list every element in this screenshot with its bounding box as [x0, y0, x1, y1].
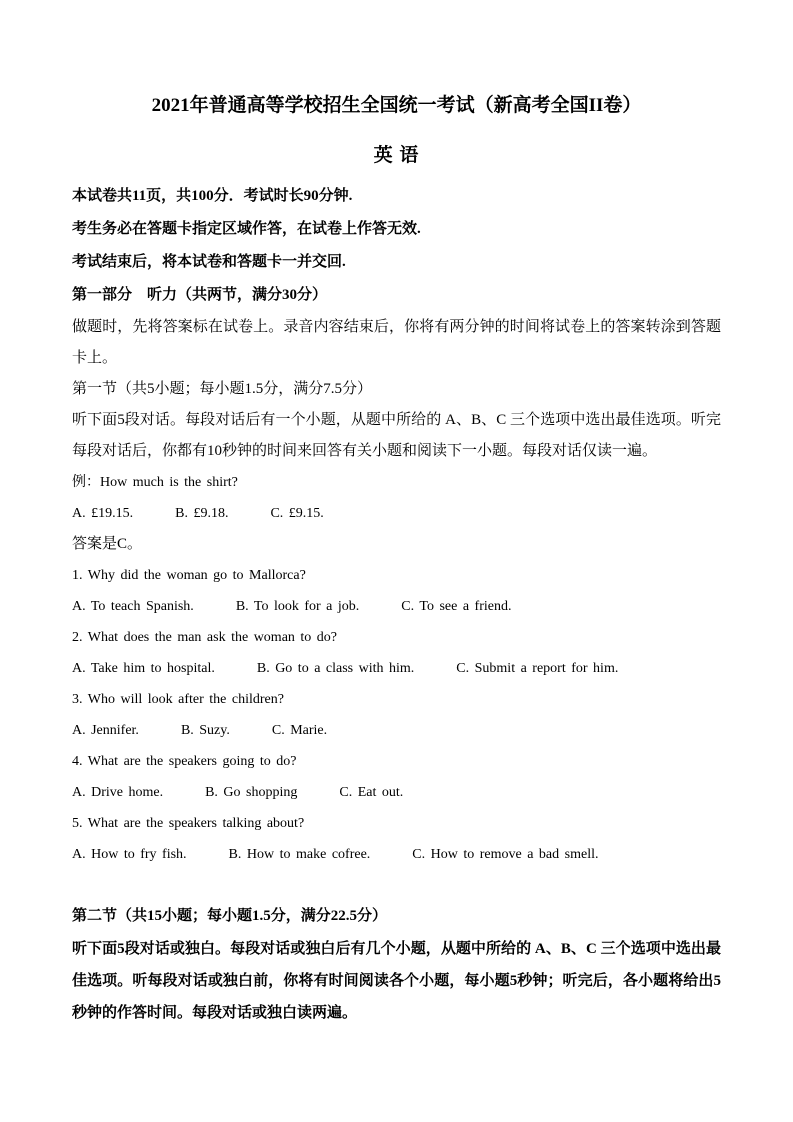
subject-title: 英 语 [373, 145, 420, 166]
question-block-2 [72, 622, 721, 684]
question-block-3 [72, 684, 721, 746]
option-c: C. To see a friend. [401, 599, 512, 614]
section2-instructions: 听下面5段对话或独白。每段对话或独白后有几个小题，从题中所给的 A、B、C 三个选项中选出最佳选项。听每段对话或独白前，你将有时间阅读各个小题，每小题5秒钟；听完后，各小题将给出5秒钟的作答时间。每段对话或独白读两遍。 [72, 941, 721, 1021]
question-text: 1. Why did the woman go to Mallorca? [72, 568, 306, 583]
option-c: C. Eat out. [339, 785, 404, 800]
question-options [72, 715, 721, 746]
part1-heading: 第一部分 听力（共两节，满分30分） [72, 287, 328, 303]
example-question: 例：How much is the shirt? [72, 475, 238, 490]
option-b: B. Go to a class with him. [256, 661, 415, 676]
question-block-4 [72, 746, 721, 808]
question-options [72, 777, 721, 808]
question-text: 3. Who will look after the children? [72, 692, 284, 707]
question-block-5 [72, 808, 721, 870]
question-text: 2. What does the man ask the woman to do? [72, 630, 338, 645]
option-a: A. Drive home. [72, 785, 164, 800]
section2-heading: 第二节（共15小题；每小题1.5分，满分22.5分） [72, 908, 388, 924]
question-text: 4. What are the speakers going to do? [72, 754, 297, 769]
option-a: A. Take him to hospital. [72, 661, 215, 676]
section1-instructions: 听下面5段对话。每段对话后有一个小题，从题中所给的 A、B、C 三个选项中选出最佳选项。听完每段对话后，你都有10秒钟的时间来回答有关小题和阅读下一小题。每段对话仅读一遍。 [72, 412, 721, 459]
notice-line-2: 考生务必在答题卡指定区域作答，在试卷上作答无效. [72, 221, 421, 237]
option-c: C. Marie. [271, 723, 328, 738]
option-b: B. Suzy. [180, 723, 230, 738]
option-c: C. Submit a report for him. [456, 661, 619, 676]
example-option-a: A. £19.15. [72, 506, 134, 521]
option-a: A. To teach Spanish. [72, 599, 194, 614]
option-c: C. How to remove a bad smell. [412, 847, 599, 862]
option-b: B. Go shopping [205, 785, 298, 800]
part1-instructions: 做题时，先将答案标在试卷上。录音内容结束后，你将有两分钟的时间将试卷上的答案转涂到答题卡上。 [72, 319, 721, 366]
example-options [72, 498, 721, 529]
question-options [72, 653, 721, 684]
notice-line-3: 考试结束后，将本试卷和答题卡一并交回. [72, 254, 346, 270]
example-answer: 答案是C。 [72, 536, 143, 552]
question-text: 5. What are the speakers talking about? [72, 816, 305, 831]
notice-line-1: 本试卷共11页，共100分．考试时长90分钟. [72, 188, 353, 204]
exam-title: 2021年普通高等学校招生全国统一考试（新高考全国II卷） [151, 95, 642, 116]
question-block-1 [72, 560, 721, 622]
section1-heading: 第一节（共5小题；每小题1.5分，满分7.5分） [72, 381, 373, 397]
example-option-b: B. £9.18. [175, 506, 229, 521]
question-options [72, 839, 721, 870]
option-b: B. To look for a job. [235, 599, 360, 614]
section2-block [72, 900, 721, 1029]
question-options [72, 591, 721, 622]
option-a: A. Jennifer. [72, 723, 139, 738]
option-b: B. How to make cofree. [228, 847, 371, 862]
option-a: A. How to fry fish. [72, 847, 187, 862]
example-option-c: C. £9.15. [270, 506, 324, 521]
